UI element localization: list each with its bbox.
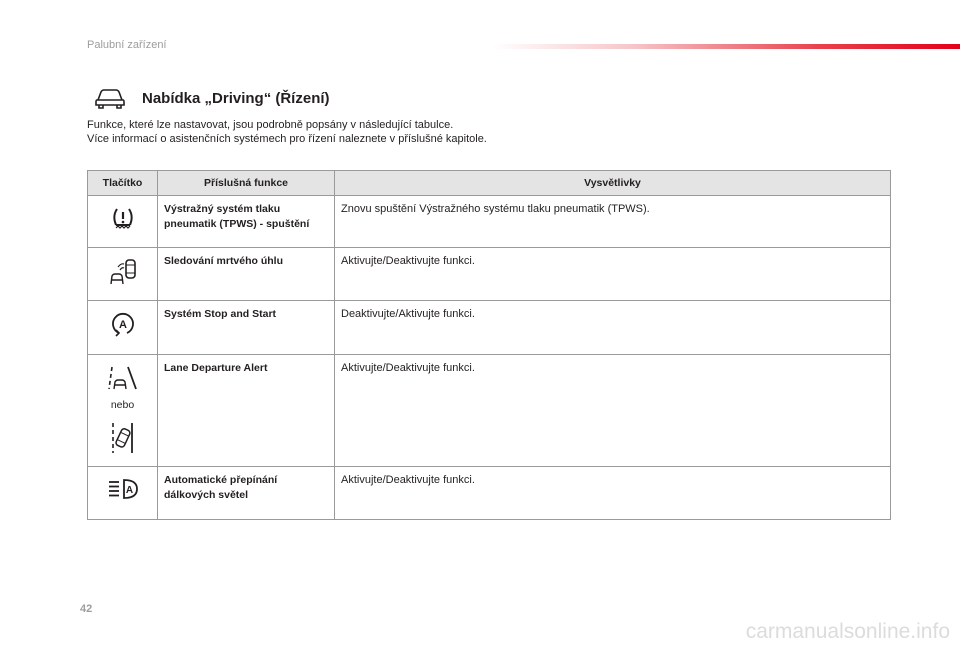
intro-text xyxy=(87,118,487,146)
table-row xyxy=(88,301,891,355)
svg-text:A: A xyxy=(118,319,127,331)
lane-departure-alt-icon xyxy=(110,421,136,460)
function-cell: Lane Departure Alert xyxy=(158,355,335,467)
stop-start-icon xyxy=(110,311,136,342)
table-row xyxy=(88,248,891,301)
explanation-cell: Deaktivujte/Aktivujte funkci. xyxy=(335,301,891,355)
table-header-row xyxy=(88,171,891,196)
page-number: 42 xyxy=(80,603,93,615)
icon-cell xyxy=(88,248,158,301)
function-cell: Výstražný systém tlaku pneumatik (TPWS) - spuštění xyxy=(158,196,335,248)
intro-line: Více informací o asistenčních systémech pro řízení naleznete v příslušné kapitole. xyxy=(87,133,487,145)
table-row xyxy=(88,467,891,520)
icon-cell xyxy=(88,301,158,355)
car-icon xyxy=(94,87,126,109)
function-cell: Automatické přepínání dálkových světel xyxy=(158,467,335,520)
watermark: carmanualsonline.info xyxy=(745,620,950,643)
explanation-cell: Aktivujte/Deaktivujte funkci. xyxy=(335,355,891,467)
header-accent-bar xyxy=(492,44,960,49)
intro-line: Funkce, které lze nastavovat, jsou podrobně popsány v následující tabulce. xyxy=(87,119,454,131)
icon-cell xyxy=(88,355,158,467)
section-label: Palubní zařízení xyxy=(87,39,167,51)
icon-cell xyxy=(88,196,158,248)
auto-high-beam-icon xyxy=(107,477,139,506)
blind-spot-icon xyxy=(108,258,138,291)
column-header-button: Tlačítko xyxy=(88,171,158,196)
explanation-cell: Aktivujte/Deaktivujte funkci. xyxy=(335,248,891,301)
title-row xyxy=(94,87,330,109)
functions-table xyxy=(87,170,891,520)
explanation-cell: Aktivujte/Deaktivujte funkci. xyxy=(335,467,891,520)
lane-departure-icon xyxy=(108,365,138,396)
function-cell: Systém Stop and Start xyxy=(158,301,335,355)
page-title: Nabídka „Driving“ (Řízení) xyxy=(142,89,330,107)
explanation-cell: Znovu spuštění Výstražného systému tlaku pneumatik (TPWS). xyxy=(335,196,891,248)
table-row xyxy=(88,196,891,248)
column-header-function: Příslušná funkce xyxy=(158,171,335,196)
function-cell: Sledování mrtvého úhlu xyxy=(158,248,335,301)
column-header-explanation: Vysvětlivky xyxy=(335,171,891,196)
table-row xyxy=(88,355,891,467)
or-label: nebo xyxy=(110,399,135,411)
svg-text:A: A xyxy=(125,485,133,496)
icon-cell xyxy=(88,467,158,520)
tire-pressure-icon xyxy=(111,206,135,235)
